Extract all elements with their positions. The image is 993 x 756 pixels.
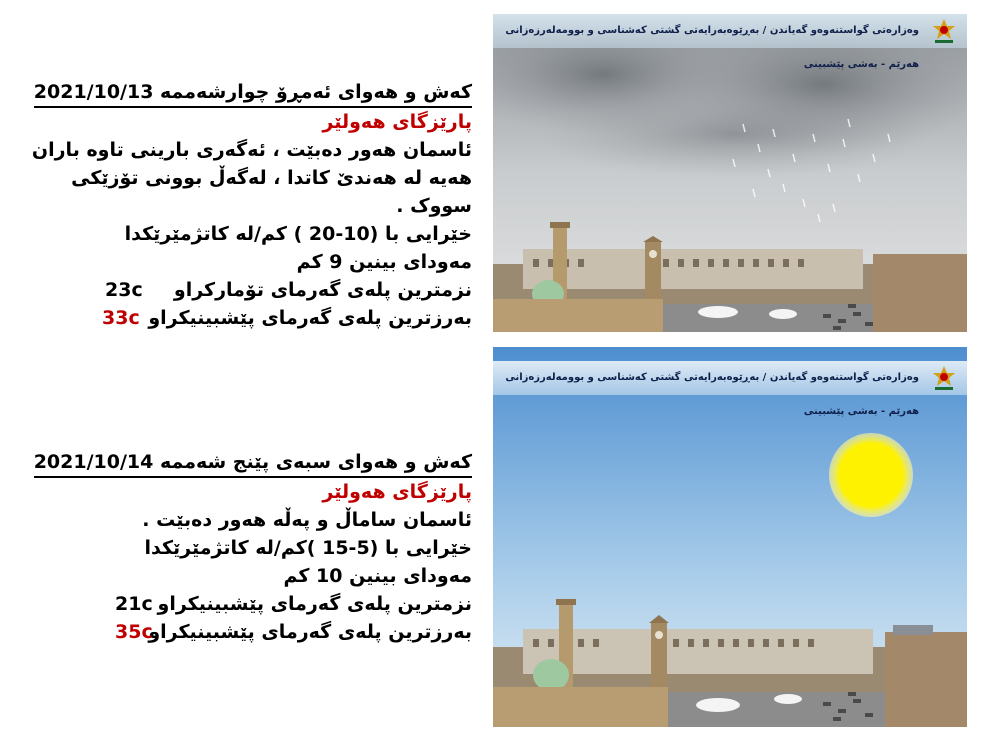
ministry-banner: وەزارەتی گواستنەوەو گەیاندن / بەڕێوەبەرایەتی گشتی کەشناسی و بوومەلەرزەزانی هەرێم - بەشی پێشبینی: [493, 14, 967, 48]
min-temp-value: 23c: [105, 279, 143, 301]
weather-photo-cloudy: [493, 14, 967, 332]
max-temp-value: 35c: [115, 621, 153, 643]
forecast-wind: خێرایی با (10-20 ) کم/لە کاتژمێرێکدا: [124, 223, 472, 245]
weather-photo-sunny: [493, 347, 967, 727]
forecast-sky: ئاسمان ساماڵ و پەڵە هەور دەبێت .: [142, 509, 472, 531]
forecast-max-temp: [20, 304, 472, 332]
forecast-visibility: مەودای بینین 9 کم: [296, 251, 472, 273]
forecast-today: [20, 78, 472, 332]
ministry-banner: وەزارەتی گواستنەوەو گەیاندن / بەڕێوەبەرایەتی گشتی کەشناسی و بوومەلەرزەزانی هەرێم - بەشی پێشبینی: [493, 361, 967, 395]
forecast-region: پارێزگای هەولێر: [322, 481, 472, 503]
forecast-min-temp: [20, 590, 472, 618]
kurdistan-emblem-icon: [929, 364, 959, 392]
sun-icon: [829, 433, 913, 517]
forecast-title: کەش و هەوای سبەی پێنج شەممە 2021/10/14: [34, 448, 472, 478]
forecast-region: پارێزگای هەولێر: [322, 111, 472, 133]
forecast-min-temp: [20, 276, 472, 304]
max-temp-label: بەرزترین پلەی گەرمای پێشبینیکراو: [148, 307, 472, 329]
forecast-max-temp: [20, 618, 472, 646]
kurdistan-emblem-icon: [929, 17, 959, 45]
max-temp-label: بەرزترین پلەی گەرمای پێشبینیکراو: [148, 621, 472, 643]
forecast-sky: ئاسمان هەور دەبێت ، ئەگەری بارینی تاوە باران هەیە لە هەندێ کاتدا ، لەگەڵ بوونی تۆزێکی سووک .: [31, 139, 472, 217]
max-temp-value: 33c: [102, 307, 140, 329]
min-temp-value: 21c: [115, 593, 153, 615]
forecast-tomorrow: [20, 448, 472, 646]
min-temp-label: نزمترین پلەی گەرمای تۆمارکراو: [173, 279, 472, 301]
forecast-wind: خێرایی با (5-15 )کم/لە کاتژمێرێکدا: [144, 537, 472, 559]
forecast-visibility: مەودای بینین 10 کم: [283, 565, 472, 587]
forecast-title: کەش و هەوای ئەمڕۆ چوارشەممە 2021/10/13: [34, 78, 472, 108]
min-temp-label: نزمترین پلەی گەرمای پێشبینیکراو: [157, 593, 472, 615]
